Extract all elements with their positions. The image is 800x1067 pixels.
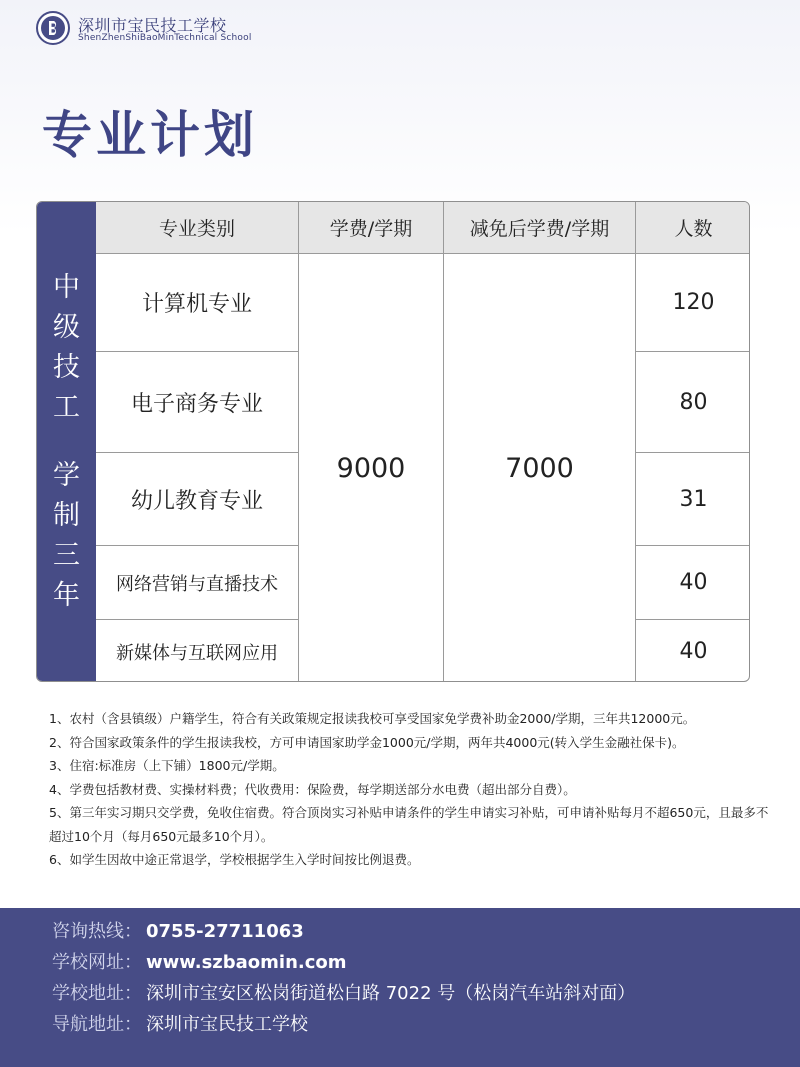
side-label-char: 年: [53, 579, 80, 611]
policy-notes: [49, 707, 769, 872]
nav-label: 导航地址：: [52, 1014, 142, 1035]
school-logo-icon: [36, 11, 70, 45]
enrollment-count: 80: [636, 352, 750, 453]
side-label-char: 学: [53, 459, 80, 491]
hotline-label: 咨询热线：: [52, 921, 142, 942]
program-side-label: [37, 202, 96, 681]
note-item: 2、符合国家政策条件的学生报读我校，方可申请国家助学金1000元/学期，两年共4000元(转入学生金融社保卡)。: [49, 734, 685, 750]
hotline-row: [52, 916, 800, 947]
tuition-after-value: 7000: [444, 254, 636, 682]
enrollment-count: 40: [636, 546, 750, 620]
col-header-major: 专业类别: [96, 202, 299, 254]
plan-table: [36, 201, 750, 682]
plan-grid: [96, 202, 750, 682]
enrollment-count: 120: [636, 254, 750, 352]
major-name: 幼儿教育专业: [96, 453, 299, 546]
website-link[interactable]: www.szbaomin.com: [146, 952, 347, 973]
note-item: 6、如学生因故中途正常退学，学校根据学生入学时间按比例退费。: [49, 852, 420, 867]
note-item: 4、学费包括教材费、实操材料费；代收费用：保险费，每学期送部分水电费（超出部分自费）。: [49, 781, 576, 797]
side-label-char: 中: [53, 271, 80, 303]
note-item: 1、农村（含县镇级）户籍学生，符合有关政策规定报读我校可享受国家免学费补助金2000/学期，三年共12000元。: [49, 711, 696, 726]
side-label-char: 级: [53, 311, 80, 343]
side-label-char: 三: [53, 539, 80, 571]
note-item: 5、第三年实习期只交学费，免收住宿费。符合顶岗实习补贴申请条件的学生申请实习补贴，可申请补贴每月不超650元，且最多不超过10个月（每月650元最多10个月）。: [49, 805, 769, 844]
hotline-value[interactable]: 0755-27711063: [146, 921, 304, 942]
website-label: 学校网址：: [52, 952, 142, 973]
major-name: 计算机专业: [96, 254, 299, 352]
address-value: 深圳市宝安区松岗街道松白路 7022 号（松岗汽车站斜对面）: [146, 983, 636, 1004]
major-name: 网络营销与直播技术: [96, 546, 299, 620]
side-label-char: 技: [53, 351, 80, 383]
school-name-en: ShenZhenShiBaoMinTechnical School: [78, 33, 252, 43]
side-label-char: 制: [53, 499, 80, 531]
major-name: 电子商务专业: [96, 352, 299, 453]
tuition-value: 9000: [299, 254, 444, 682]
col-header-count: 人数: [636, 202, 750, 254]
address-row: [52, 978, 800, 1009]
nav-row: [52, 1009, 800, 1040]
address-label: 学校地址：: [52, 983, 142, 1004]
school-name-cn: 深圳市宝民技工学校: [78, 16, 227, 35]
page-title: 专业计划: [42, 106, 258, 164]
note-item: 3、住宿:标准房（上下铺）1800元/学期。: [49, 758, 285, 773]
contact-footer: [0, 908, 800, 1067]
enrollment-count: 40: [679, 639, 708, 664]
website-row: [52, 947, 800, 978]
nav-value: 深圳市宝民技工学校: [146, 1014, 308, 1035]
col-header-tuition: 学费/学期: [299, 202, 444, 254]
major-name: 新媒体与互联网应用: [96, 620, 299, 682]
col-header-tuition-after: 减免后学费/学期: [444, 202, 636, 254]
enrollment-count: 31: [636, 453, 750, 546]
side-label-char: 工: [53, 391, 80, 423]
